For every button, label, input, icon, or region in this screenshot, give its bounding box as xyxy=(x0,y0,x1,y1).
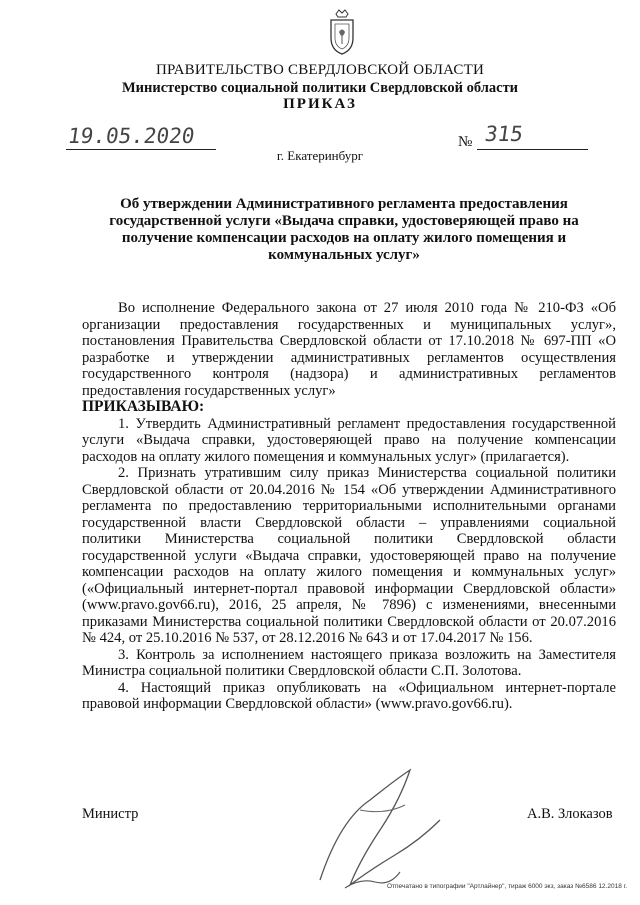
order-item-3: 3. Контроль за исполнением настоящего приказа возложить на Заместителя Министра социальной политики Свердловской области С.П. Золотова. xyxy=(82,646,616,679)
city: г. Екатеринбург xyxy=(276,148,364,163)
signatory-position: Министр xyxy=(82,806,139,822)
order-item-4: 4. Настоящий приказ опубликовать на «Официальном интернет-портале правовой информации Свердловской области» (www.pravo.gov66.ru). xyxy=(82,679,616,712)
order-item-2: 2. Признать утратившим силу приказ Министерства социальной политики Свердловской области от 20.04.2016 № 154 «Об утверждении Административного регламента по предоставлению территориальными исполнительными органами государственной власти Свердловской области – управлениями социальной политики Министерства социальной политики Свердловской области государственной услуги «Выдача справки, удостоверяющей право на получение компенсации расходов на оплату жилого помещения и коммунальных услуг» («Официальный интернет-портал правовой информации Свердловской области» (www.pravo.gov66.ru), 2016, 25 апреля, № 7896) с изменениями, внесенными приказами Министерства социальной политики Свердловской области от 20.07.2016 № 424, от 25.10.2016 № 537, от 28.12.2016 № 643 и от 17.04.2017 № 156. xyxy=(82,465,616,646)
government-name: ПРАВИТЕЛЬСТВО СВЕРДЛОВСКОЙ ОБЛАСТИ xyxy=(155,62,485,78)
preamble: Во исполнение Федерального закона от 27 июля 2010 года № 210-ФЗ «Об организации предоставления государственных и муниципальных услуг», постановления Правительства Свердловской области от 17.10.2018 № 697-ПП «О разработке и утверждении административных регламентов осуществления государственного контроля (надзора) и административных регламентов предоставления государственных услуг» xyxy=(82,300,616,399)
order-date-handwritten: 19.05.2020 xyxy=(66,124,197,148)
print-footer: Отпечатано в типографии "Артлайнер", тираж 6000 экз, заказ №6586 12.2018 г. xyxy=(387,883,628,890)
order-item-1: 1. Утвердить Административный регламент предоставления государственной услуги «Выдача справки, удостоверяющей право на получение компенсации расходов на оплату жилого помещения и коммунальных услуг» (прилагается). xyxy=(82,415,616,465)
coat-of-arms-emblem xyxy=(327,8,357,56)
order-number-handwritten: 315 xyxy=(483,122,525,146)
ministry-name: Министерство социальной политики Свердловской области xyxy=(121,80,519,96)
order-body xyxy=(82,300,616,713)
number-sign: № xyxy=(458,134,473,150)
document-type: ПРИКАЗ xyxy=(283,96,357,112)
handwritten-signature xyxy=(300,760,450,900)
orders-word: ПРИКАЗЫВАЮ: xyxy=(82,398,205,415)
signatory-name: А.В. Злоказов xyxy=(527,806,613,822)
order-title: Об утверждении Административного регламента предоставления государственной услуги «Выдача справки, удостоверяющей право на получение компенсации расходов на оплату жилого помещения и коммунальных услуг» xyxy=(109,196,579,263)
